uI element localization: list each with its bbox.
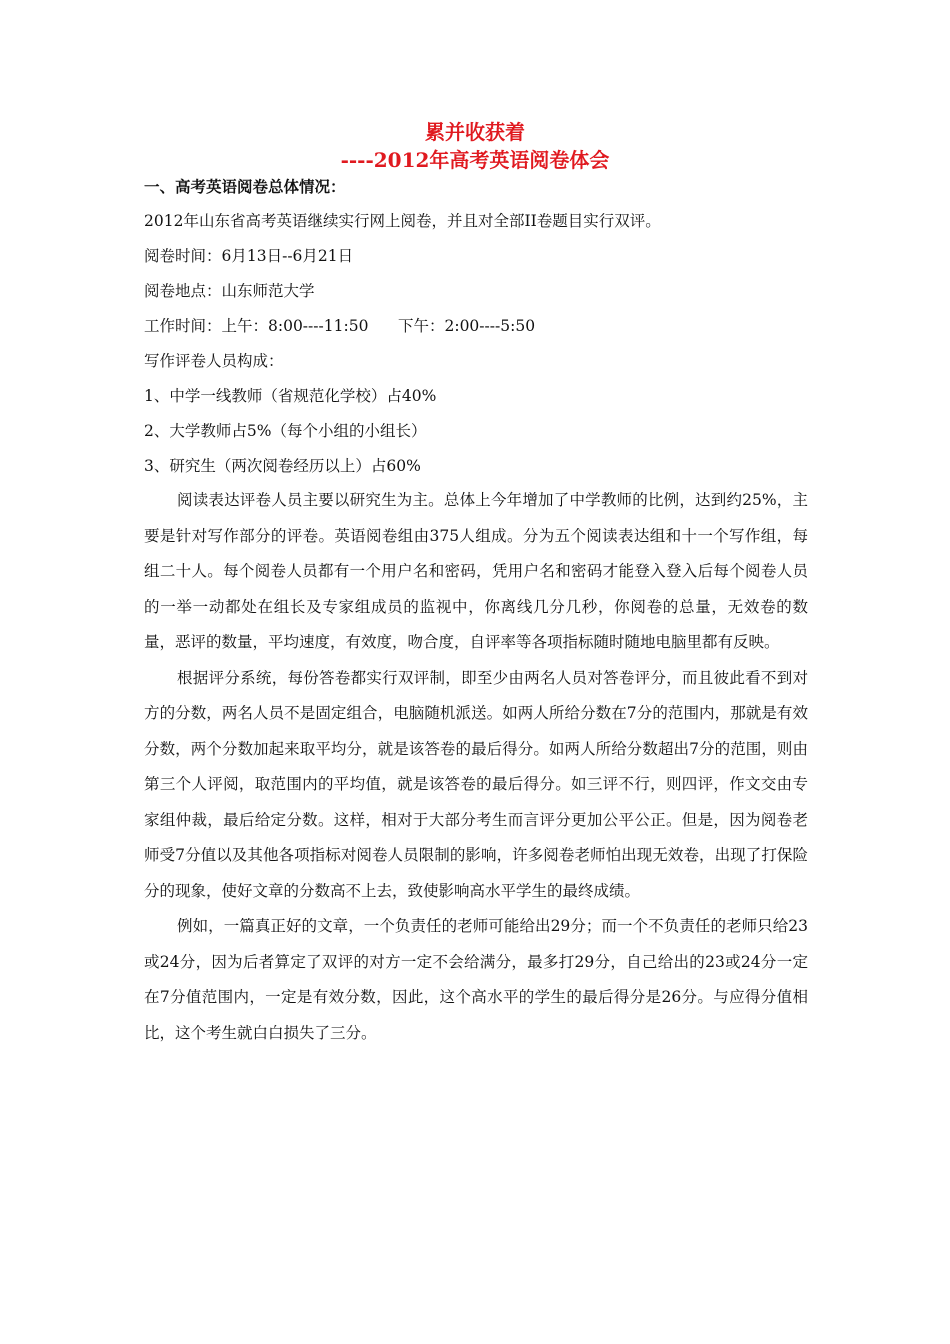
list-item: 3、研究生（两次阅卷经历以上）占60% — [144, 457, 421, 475]
section-heading: 一、高考英语阅卷总体情况： — [144, 177, 346, 196]
text-line-time: 阅卷时间：6月13日--6月21日 — [144, 247, 354, 265]
text-line-location: 阅卷地点：山东师范大学 — [144, 282, 315, 300]
text-line-intro: 2012年山东省高考英语继续实行网上阅卷，并且对全部II卷题目实行双评。 — [144, 212, 661, 230]
body-paragraph: 根据评分系统，每份答卷都实行双评制，即至少由两名人员对答卷评分，而且彼此看不到对方的分数，两名人员不是固定组合，电脑随机派送。如两人所给分数在7分的范围内，那就是有效分数，两个分数加起来取平均分，就是该答卷的最后得分。如两人所给分数超出7分的范围，则由第三个人评阅，取范围内的平均值，就是该答卷的最后得分。如三评不行，则四评，作文交由专家组仲裁，最后给定分数。这样，相对于大部分考生而言评分更加公平公正。但是，因为阅卷老师受7分值以及其他各项指标对阅卷人员限制的影响，许多阅卷老师怕出现无效卷，出现了打保险分的现象，使好文章的分数高不上去，致使影响高水平学生的最终成绩。 — [144, 668, 808, 900]
title-main: 累并收获着 — [425, 120, 525, 144]
list-item: 2、大学教师占5%（每个小组的小组长） — [144, 422, 427, 440]
text-line-hours: 工作时间：上午：8:00----11:50 下午：2:00----5:50 — [144, 317, 536, 335]
text-line-staff-heading: 写作评卷人员构成： — [144, 352, 284, 370]
document-title — [0, 118, 950, 174]
body-paragraph: 阅读表达评卷人员主要以研究生为主。总体上今年增加了中学教师的比例，达到约25%，主要是针对写作部分的评卷。英语阅卷组由375人组成。分为五个阅读表达组和十一个写作组，每组二十人。每个阅卷人员都有一个用户名和密码，凭用户名和密码才能登入登入后每个阅卷人员的一举一动都处在组长及专家组成员的监视中，你离线几分几秒，你阅卷的总量，无效卷的数量，恶评的数量，平均速度，有效度，吻合度，自评率等各项指标随时随地电脑里都有反映。 — [144, 491, 808, 651]
document-body — [144, 175, 808, 1051]
body-paragraph: 例如，一篇真正好的文章，一个负责任的老师可能给出29分；而一个不负责任的老师只给23或24分，因为后者算定了双评的对方一定不会给满分，最多打29分，自己给出的23或24分一定在7分值范围内，一定是有效分数，因此，这个高水平的学生的最后得分是26分。与应得分值相比，这个考生就白白损失了三分。 — [144, 917, 808, 1042]
list-item: 1、中学一线教师（省规范化学校）占40% — [144, 387, 437, 405]
title-subtitle: ----2012年高考英语阅卷体会 — [340, 148, 610, 172]
